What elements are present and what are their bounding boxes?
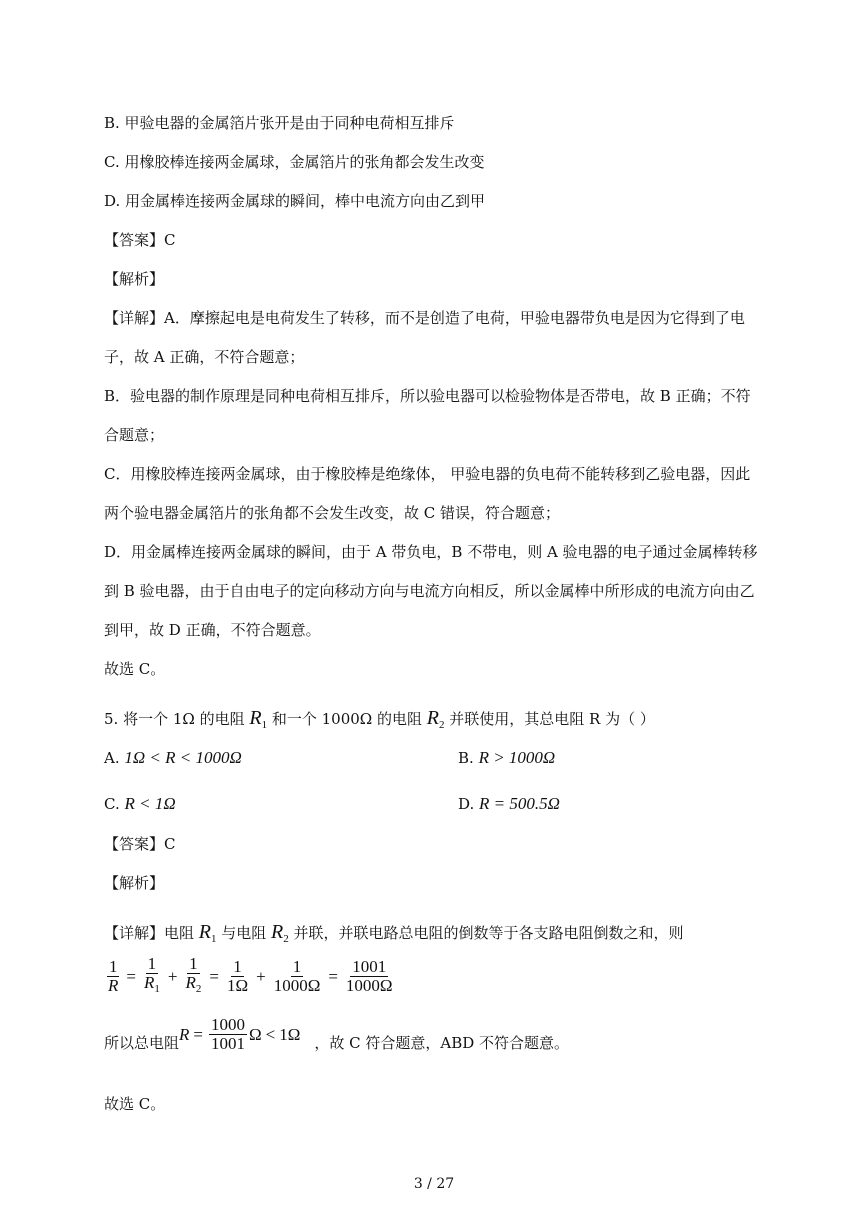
question-5-part-b: 和一个 1000Ω 的电阻 bbox=[267, 710, 427, 728]
detail-1-line-e: C．用橡胶棒连接两金属球，由于橡胶棒是绝缘体， 甲验电器的负电荷不能转移到乙验电器，因此 bbox=[104, 465, 751, 483]
detail-1-line-i: 到甲，故 D 正确，不符合题意。 bbox=[104, 621, 321, 639]
detail-1-line-h: 到 B 验电器，由于自由电子的定向移动方向与电流方向相反，所以金属棒中所形成的电流方向由乙 bbox=[104, 582, 755, 600]
detail-1-line-g: D．用金属棒连接两金属球的瞬间，由于 A 带负电，B 不带电，则 A 验电器的电子通过金属棒转移 bbox=[104, 543, 758, 561]
question-5-part-a: 5. 将一个 1Ω 的电阻 bbox=[104, 710, 250, 728]
r1-symbol-2: $R_1$ bbox=[198, 921, 217, 945]
option-c-math: R < 1Ω bbox=[124, 794, 176, 813]
total-resistance-line: 所以总电阻 R = $\frac{1000}{1001}$ Ω < 1Ω ，故 C 符合题意，ABD 不符合题意。 bbox=[104, 1015, 570, 1053]
option-d: D. R = 500.5Ω bbox=[458, 794, 560, 813]
fraction-1-over-1000ohm: $\frac{1}{1000\Omega}$ bbox=[273, 957, 321, 995]
option-a-math: 1Ω < R < 1000Ω bbox=[124, 748, 242, 767]
choose-2: 故选 C。 bbox=[104, 1095, 166, 1113]
answer-label-2: 【答案】C bbox=[104, 835, 176, 853]
detail-1-line-b: 子，故 A 正确，不符合题意； bbox=[104, 348, 305, 366]
option-d-math: R = 500.5Ω bbox=[479, 794, 560, 813]
fraction-1-over-1ohm: $\frac{1}{1\Omega}$ bbox=[226, 957, 249, 995]
option-b: B. R > 1000Ω bbox=[458, 748, 556, 767]
r2-symbol: $R_2$ bbox=[426, 707, 445, 731]
answer-label-1: 【答案】C bbox=[104, 231, 176, 249]
r2-symbol-2: $R_2$ bbox=[271, 921, 289, 945]
detail-1-line-a: 【详解】A．摩擦起电是电荷发生了转移，而不是创造了电荷，甲验电器带负电是因为它得到了电 bbox=[104, 309, 745, 327]
detail-1-line-c: B．验电器的制作原理是同种电荷相互排斥，所以验电器可以检验物体是否带电，故 B 正确；不符 bbox=[104, 387, 751, 405]
choose-1: 故选 C。 bbox=[104, 660, 166, 678]
detail-1-line-d: 合题意； bbox=[104, 426, 165, 444]
option-d-text: D. 用金属棒连接两金属球的瞬间，棒中电流方向由乙到甲 bbox=[104, 192, 486, 210]
detail-2-line-a: 【详解】电阻 $R_1$ 与电阻 $R_2$ 并联，并联电路总电阻的倒数等于各支路电阻倒数之和，则 bbox=[104, 921, 684, 945]
option-b-text: B. 甲验电器的金属箔片张开是由于同种电荷相互排斥 bbox=[104, 114, 455, 132]
fraction-1-over-R1: $\frac{1}{R_1}$ bbox=[143, 954, 160, 995]
option-c: C. R < 1Ω bbox=[104, 794, 176, 813]
option-b-math: R > 1000Ω bbox=[478, 748, 556, 767]
analysis-label-1: 【解析】 bbox=[104, 270, 165, 288]
page-number: 3 / 27 bbox=[413, 1176, 455, 1192]
option-a: A. 1Ω < R < 1000Ω bbox=[104, 748, 242, 767]
total-resistance-math: R = $\frac{1000}{1001}$ Ω < 1Ω bbox=[179, 1015, 301, 1053]
equation-parallel-resistance: $\frac{1}{R}$ = $\frac{1}{R_1}$ + $\frac{1}{R_2}$ = $\frac{1}{1\Omega}$ + $\frac{1}{1000\Omega}$ = $\frac{1001}{1000\Omega}$ bbox=[104, 955, 397, 998]
question-5-part-c: 并联使用，其总电阻 R 为（ ） bbox=[444, 710, 655, 728]
question-5 bbox=[104, 708, 655, 735]
fraction-1-over-R: $\frac{1}{R}$ bbox=[108, 957, 119, 995]
fraction-1001-over-1000ohm: $\frac{1001}{1000\Omega}$ bbox=[345, 957, 393, 995]
fraction-1-over-R2: $\frac{1}{R_2}$ bbox=[185, 954, 202, 995]
analysis-label-2: 【解析】 bbox=[104, 874, 165, 892]
r1-symbol: $R_1$ bbox=[249, 707, 268, 731]
detail-1-line-f: 两个验电器金属箔片的张角都不会发生改变，故 C 错误，符合题意； bbox=[104, 504, 561, 522]
option-c-text: C. 用橡胶棒连接两金属球，金属箔片的张角都会发生改变 bbox=[104, 153, 485, 171]
